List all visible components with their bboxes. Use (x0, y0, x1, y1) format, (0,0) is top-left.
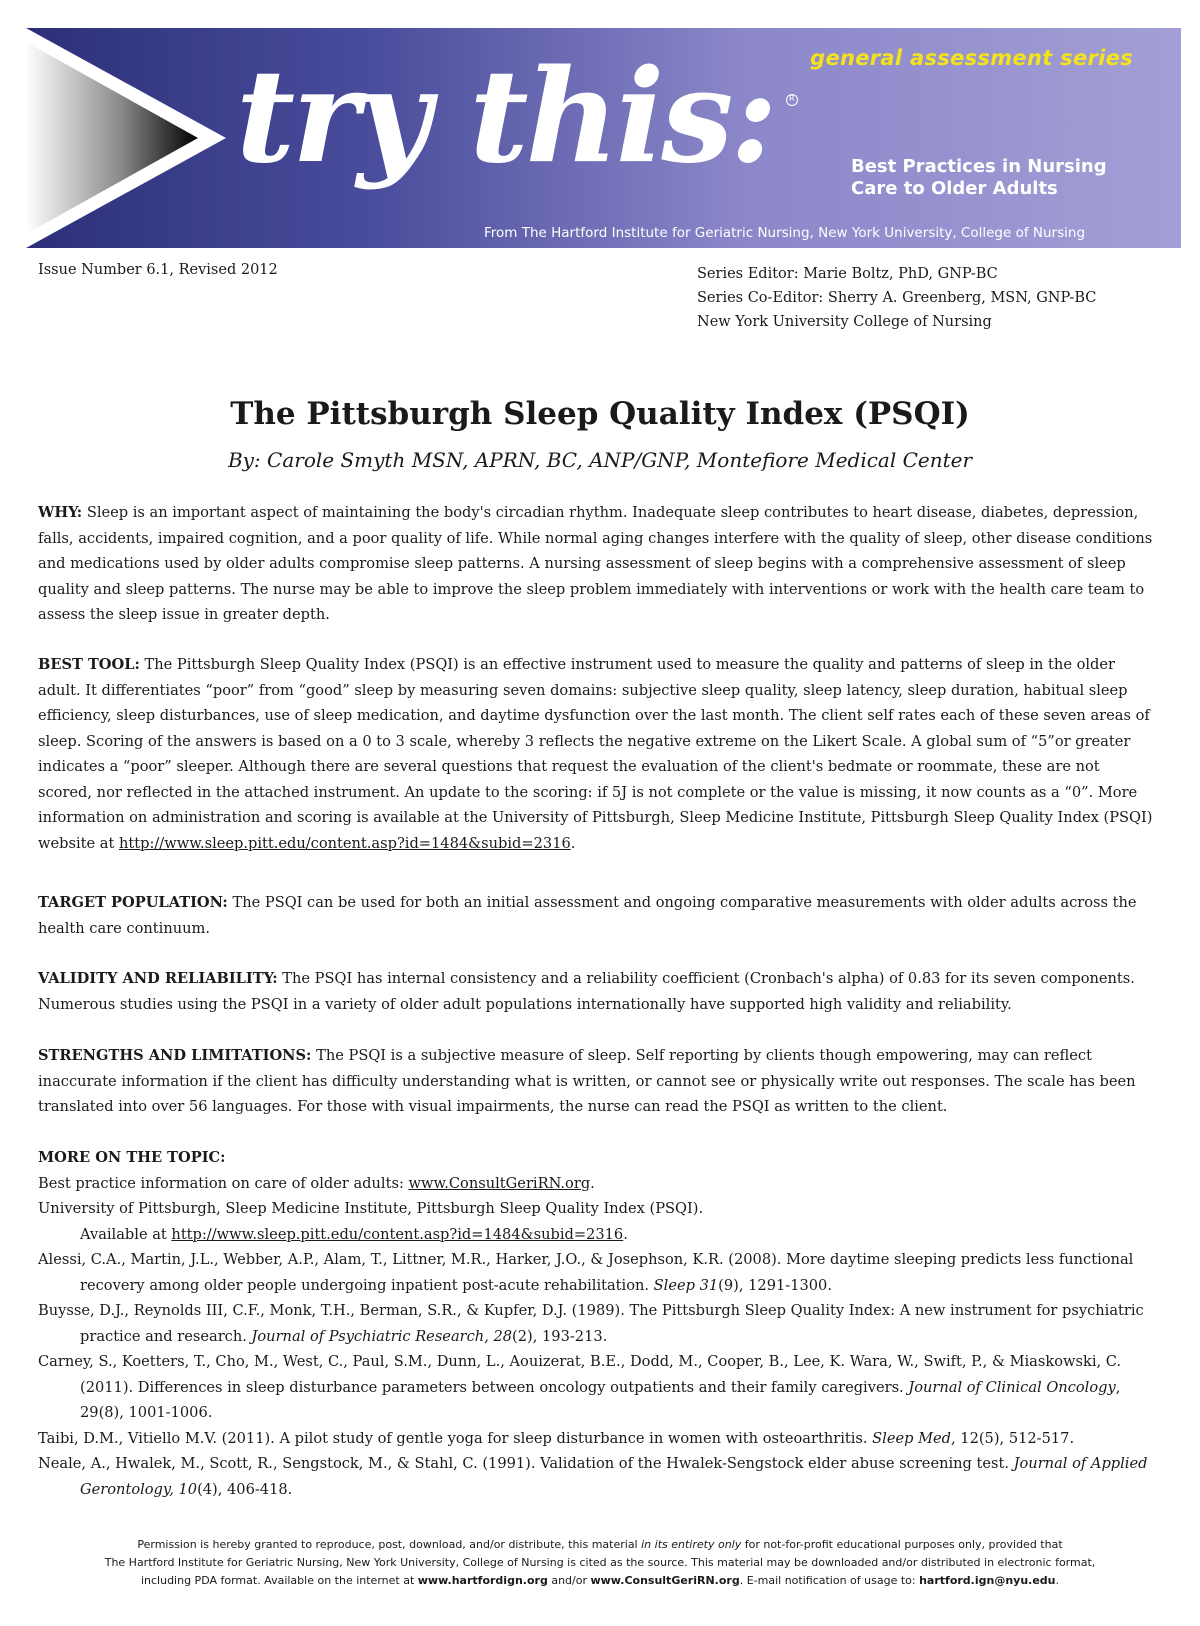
reference-citation: , 12(5), 512-517. (951, 1429, 1075, 1447)
reference-text: Carney, S., Koetters, T., Cho, M., West, C., Paul, S.M., Dunn, L., Aouizerat, B.E., Dodd, M., Cooper, B., Lee, K. Wara, W., Swift, P., & Miaskowski, C. (2011). Differences in sleep disturbance parameters between oncology outpatients and their family caregivers. (38, 1353, 1122, 1396)
section-target-population (38, 890, 1158, 941)
reference-citation: , 29(8), 1001-1006. (80, 1378, 1121, 1421)
footer-text: . (1055, 1574, 1060, 1587)
header-banner (26, 28, 1181, 248)
author-byline: By: Carole Smyth MSN, APRN, BC, ANP/GNP, Montefiore Medical Center (227, 448, 973, 472)
reference-text: Buysse, D.J., Reynolds III, C.F., Monk, T.H., Berman, S.R., & Kupfer, D.J. (1989). The Pittsburgh Sleep Quality Index: A new instrument for psychiatric practice and research. (38, 1302, 1144, 1345)
section-best-tool (38, 652, 1158, 856)
permission-footer (40, 1536, 1160, 1590)
page-title: The Pittsburgh Sleep Quality Index (PSQI) (230, 396, 970, 432)
tagline (851, 156, 1107, 200)
punctuation: . (570, 834, 576, 852)
reference-text: Taibi, D.M., Vitiello M.V. (2011). A pilot study of gentle yoga for sleep disturbance in women with osteoarthritis. (38, 1429, 873, 1447)
more-heading: MORE ON THE TOPIC: (38, 1149, 226, 1166)
reference-citation: (9), 1291-1300. (718, 1276, 832, 1294)
email-link[interactable]: hartford.ign@nyu.edu (919, 1574, 1056, 1587)
section-target-label: TARGET POPULATION: (38, 894, 228, 911)
section-strengths-text: The PSQI is a subjective measure of sleep. Self reporting by clients though empowering, may can reflect inaccurate information if the client has difficulty understanding what is written, or cannot see or physically write out responses. The scale has been translated into over 56 languages. For those with visual impairments, the nurse can read the PSQI as written to the client. (38, 1047, 1136, 1115)
tagline-line-2: Care to Older Adults (851, 178, 1058, 199)
section-validity-label: VALIDITY AND RELIABILITY: (38, 970, 278, 987)
reference-item (38, 1426, 1158, 1452)
reference-citation: (2), 193-213. (512, 1327, 608, 1345)
psqi-website-link[interactable]: http://www.sleep.pitt.edu/content.asp?id=1484&subid=2316 (171, 1225, 624, 1243)
reference-text: Available at (80, 1225, 172, 1243)
punctuation: . (623, 1225, 628, 1243)
reference-journal: Sleep 31 (653, 1276, 719, 1294)
hartfordign-link[interactable]: www.hartfordign.org (417, 1574, 548, 1587)
section-best-tool-text: The Pittsburgh Sleep Quality Index (PSQI) is an effective instrument used to measure the quality and patterns of sleep in the older adult. It differentiates “poor” from “good” sleep by measuring seven domains: subjective sleep quality, sleep latency, sleep duration, habitual sleep efficiency, sleep disturbances, use of sleep medication, and daytime dysfunction over the last month. The client self rates each of these seven areas of sleep. Scoring of the answers is based on a 0 to 3 scale, whereby 3 reflects the negative extreme on the Likert Scale. A global sum of “5”or greater indicates a “poor” sleeper. Although there are several questions that request the evaluation of the client's bedmate or roommate, these are not scored, nor reflected in the attached instrument. An update to the scoring: if 5J is not complete or the value is missing, it now counts as a “0”. More information on administration and scoring is available at the University of Pittsburgh, Sleep Medicine Institute, Pittsburgh Sleep Quality Index (PSQI) website at (38, 656, 1153, 852)
tagline-line-1: Best Practices in Nursing (851, 156, 1107, 177)
editor-block (697, 262, 1096, 334)
series-editor: Series Editor: Marie Boltz, PhD, GNP-BC (697, 266, 998, 282)
try-this-logo: try this: (236, 42, 775, 192)
registered-mark-icon (786, 94, 798, 106)
consultgerirn-link[interactable]: www.ConsultGeriRN.org (408, 1174, 591, 1192)
reference-journal: Journal of Applied Gerontology, 10 (80, 1455, 1148, 1498)
footer-line-3 (40, 1572, 1160, 1590)
triangle-arrow-graphic (26, 28, 226, 248)
footer-text: for not-for-profit educational purposes only, provided that (741, 1538, 1063, 1551)
issue-number: Issue Number 6.1, Revised 2012 (38, 262, 278, 278)
footer-text: . E-mail notification of usage to: (739, 1574, 920, 1587)
section-why-text: Sleep is an important aspect of maintaining the body's circadian rhythm. Inadequate sleep contributes to heart disease, diabetes, depression, falls, accidents, impaired cognition, and a poor quality of life. While normal aging changes interfere with the quality of sleep, other disease conditions and medications used by older adults compromise sleep patterns. A nursing assessment of sleep begins with a comprehensive assessment of sleep quality and sleep patterns. The nurse may be able to improve the sleep problem immediately with interventions or work with the health care team to assess the sleep issue in greater depth. (38, 504, 1153, 623)
section-strengths-label: STRENGTHS AND LIMITATIONS: (38, 1047, 312, 1064)
editor-institution: New York University College of Nursing (697, 314, 992, 330)
section-why (38, 500, 1158, 628)
reference-item (38, 1222, 1158, 1248)
reference-journal: Journal of Clinical Oncology (908, 1378, 1116, 1396)
reference-item (38, 1298, 1158, 1349)
section-validity-text: The PSQI has internal consistency and a reliability coefficient (Cronbach's alpha) of 0.83 for its seven components. Numerous studies using the PSQI in a variety of older adult populations internationally have supported high validity and reliability. (38, 970, 1135, 1013)
footer-text: including PDA format. Available on the internet at (140, 1574, 418, 1587)
section-more-on-topic (38, 1145, 1158, 1502)
footer-line-2: The Hartford Institute for Geriatric Nursing, New York University, College of Nursing is cited as the source. This material may be downloaded and/or distributed in electronic format, (104, 1556, 1096, 1569)
reference-item (38, 1196, 1158, 1222)
footer-line-1 (40, 1536, 1160, 1554)
section-strengths (38, 1043, 1158, 1120)
reference-text: Alessi, C.A., Martin, J.L., Webber, A.P., Alam, T., Littner, M.R., Harker, J.O., & Josephson, K.R. (2008). More daytime sleeping predicts less functional recovery among older people undergoing inpatient post-acute rehabilitation. (38, 1251, 1134, 1294)
psqi-website-link[interactable]: http://www.sleep.pitt.edu/content.asp?id=1484&subid=2316 (118, 834, 571, 852)
section-best-tool-label: BEST TOOL: (38, 656, 140, 673)
series-label: general assessment series (810, 46, 1133, 70)
reference-text: Best practice information on care of older adults: (38, 1174, 409, 1192)
reference-journal: Journal of Psychiatric Research, 28 (251, 1327, 513, 1345)
reference-journal: Sleep Med (872, 1429, 952, 1447)
institution-line: From The Hartford Institute for Geriatric Nursing, New York University, College of Nursing (484, 225, 1086, 241)
consultgerirn-link[interactable]: www.ConsultGeriRN.org (590, 1574, 740, 1587)
reference-item (38, 1349, 1158, 1426)
series-coeditor: Series Co-Editor: Sherry A. Greenberg, MSN, GNP-BC (697, 290, 1097, 306)
section-why-label: WHY: (38, 504, 83, 521)
reference-item (38, 1247, 1158, 1298)
reference-citation: (4), 406-418. (197, 1480, 293, 1498)
reference-item (38, 1451, 1158, 1502)
reference-text: Neale, A., Hwalek, M., Scott, R., Sengstock, M., & Stahl, C. (1991). Validation of the Hwalek-Sengstock elder abuse screening test. (38, 1455, 1014, 1472)
footer-text: Permission is hereby granted to reproduce, post, download, and/or distribute, this material (137, 1538, 642, 1551)
section-target-text: The PSQI can be used for both an initial assessment and ongoing comparative measurements with older adults across the health care continuum. (38, 894, 1137, 937)
reference-text: University of Pittsburgh, Sleep Medicine Institute, Pittsburgh Sleep Quality Index (PSQI). (38, 1200, 704, 1217)
footer-emphasis: in its entirety only (641, 1538, 742, 1551)
punctuation: . (590, 1174, 595, 1192)
footer-text: and/or (547, 1574, 591, 1587)
reference-item (38, 1171, 1158, 1197)
section-validity (38, 966, 1158, 1017)
